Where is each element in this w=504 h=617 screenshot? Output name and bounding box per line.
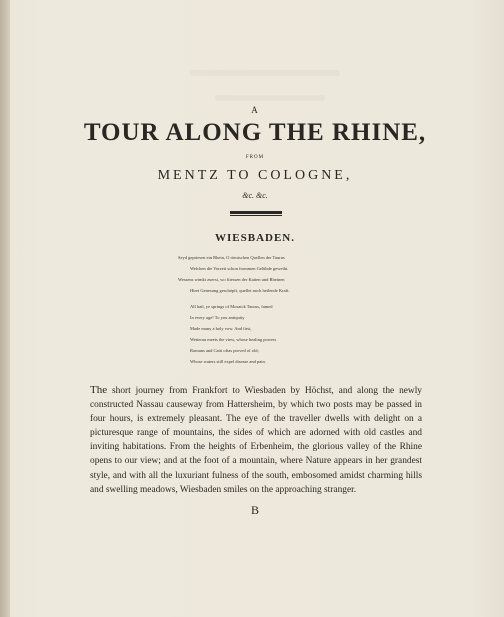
verse-line: All hail, ye springs of Mosaick Taurus, famed (190, 304, 273, 309)
section-heading: WIESBADEN. (215, 232, 295, 244)
show-through-text (215, 95, 325, 101)
paragraph-text: short journey from Frankfort to Wiesbaden by Höchst, and along the newly constructed Nassau causeway from Hattersheim, by which two posts may be passed in four hours, is extremely pleasant. The eye of the traveller dwells with delight on a picturesque range of mountains, the sides of which are adorned with old castles and inviting habitations. From the heights of Erbenheim, the glorious valley of the Rhine opens to our view; and at the foot of a mountain, where Nature appears in her grandest style, and with all the luxuriant fulness of the south, embosomed amidst charming hills and swelling meadows, Wiesbaden smiles on the approaching stranger. (90, 386, 422, 495)
binding-gutter (0, 0, 10, 617)
verse-line: Welchen die Vorzeit schon frommen Gelübde geweiht. (190, 266, 289, 271)
body-paragraph (90, 383, 422, 497)
verse-line: Wessens wimkt zuerst, wo fiiessen der Katten und Rheinen (178, 277, 285, 282)
verse-line: Romans and Catti oftas proved of old; (190, 348, 259, 353)
paragraph-lead-word: The (90, 384, 108, 396)
title-from: FROM (245, 155, 265, 160)
ornamental-rule-thin (230, 215, 282, 216)
page-title: TOUR ALONG THE RHINE, (83, 119, 427, 146)
show-through-text (190, 70, 340, 76)
ornamental-rule (230, 211, 282, 214)
verse-line: Hirei Genesung geschöpft, quellet noch heilende Kraft. (190, 288, 290, 293)
title-article: A (251, 105, 259, 115)
signature-mark: B (250, 503, 259, 517)
page-subtitle: MENTZ TO COLOGNE, (157, 168, 353, 183)
title-etc: &c. &c. (242, 191, 268, 200)
verse-line: Wetterau meets the view, whose healing powers (190, 337, 277, 342)
verse-line: Seyd gepriesen ein Rhein, O römischen Quellen der Taurus (178, 255, 285, 260)
verse-line: Made many a holy vow. And first, (190, 326, 252, 331)
verse-line: In every age! To you antiquity (190, 315, 245, 320)
verse-line: Whose waters still expel disease and pain. (190, 359, 266, 364)
